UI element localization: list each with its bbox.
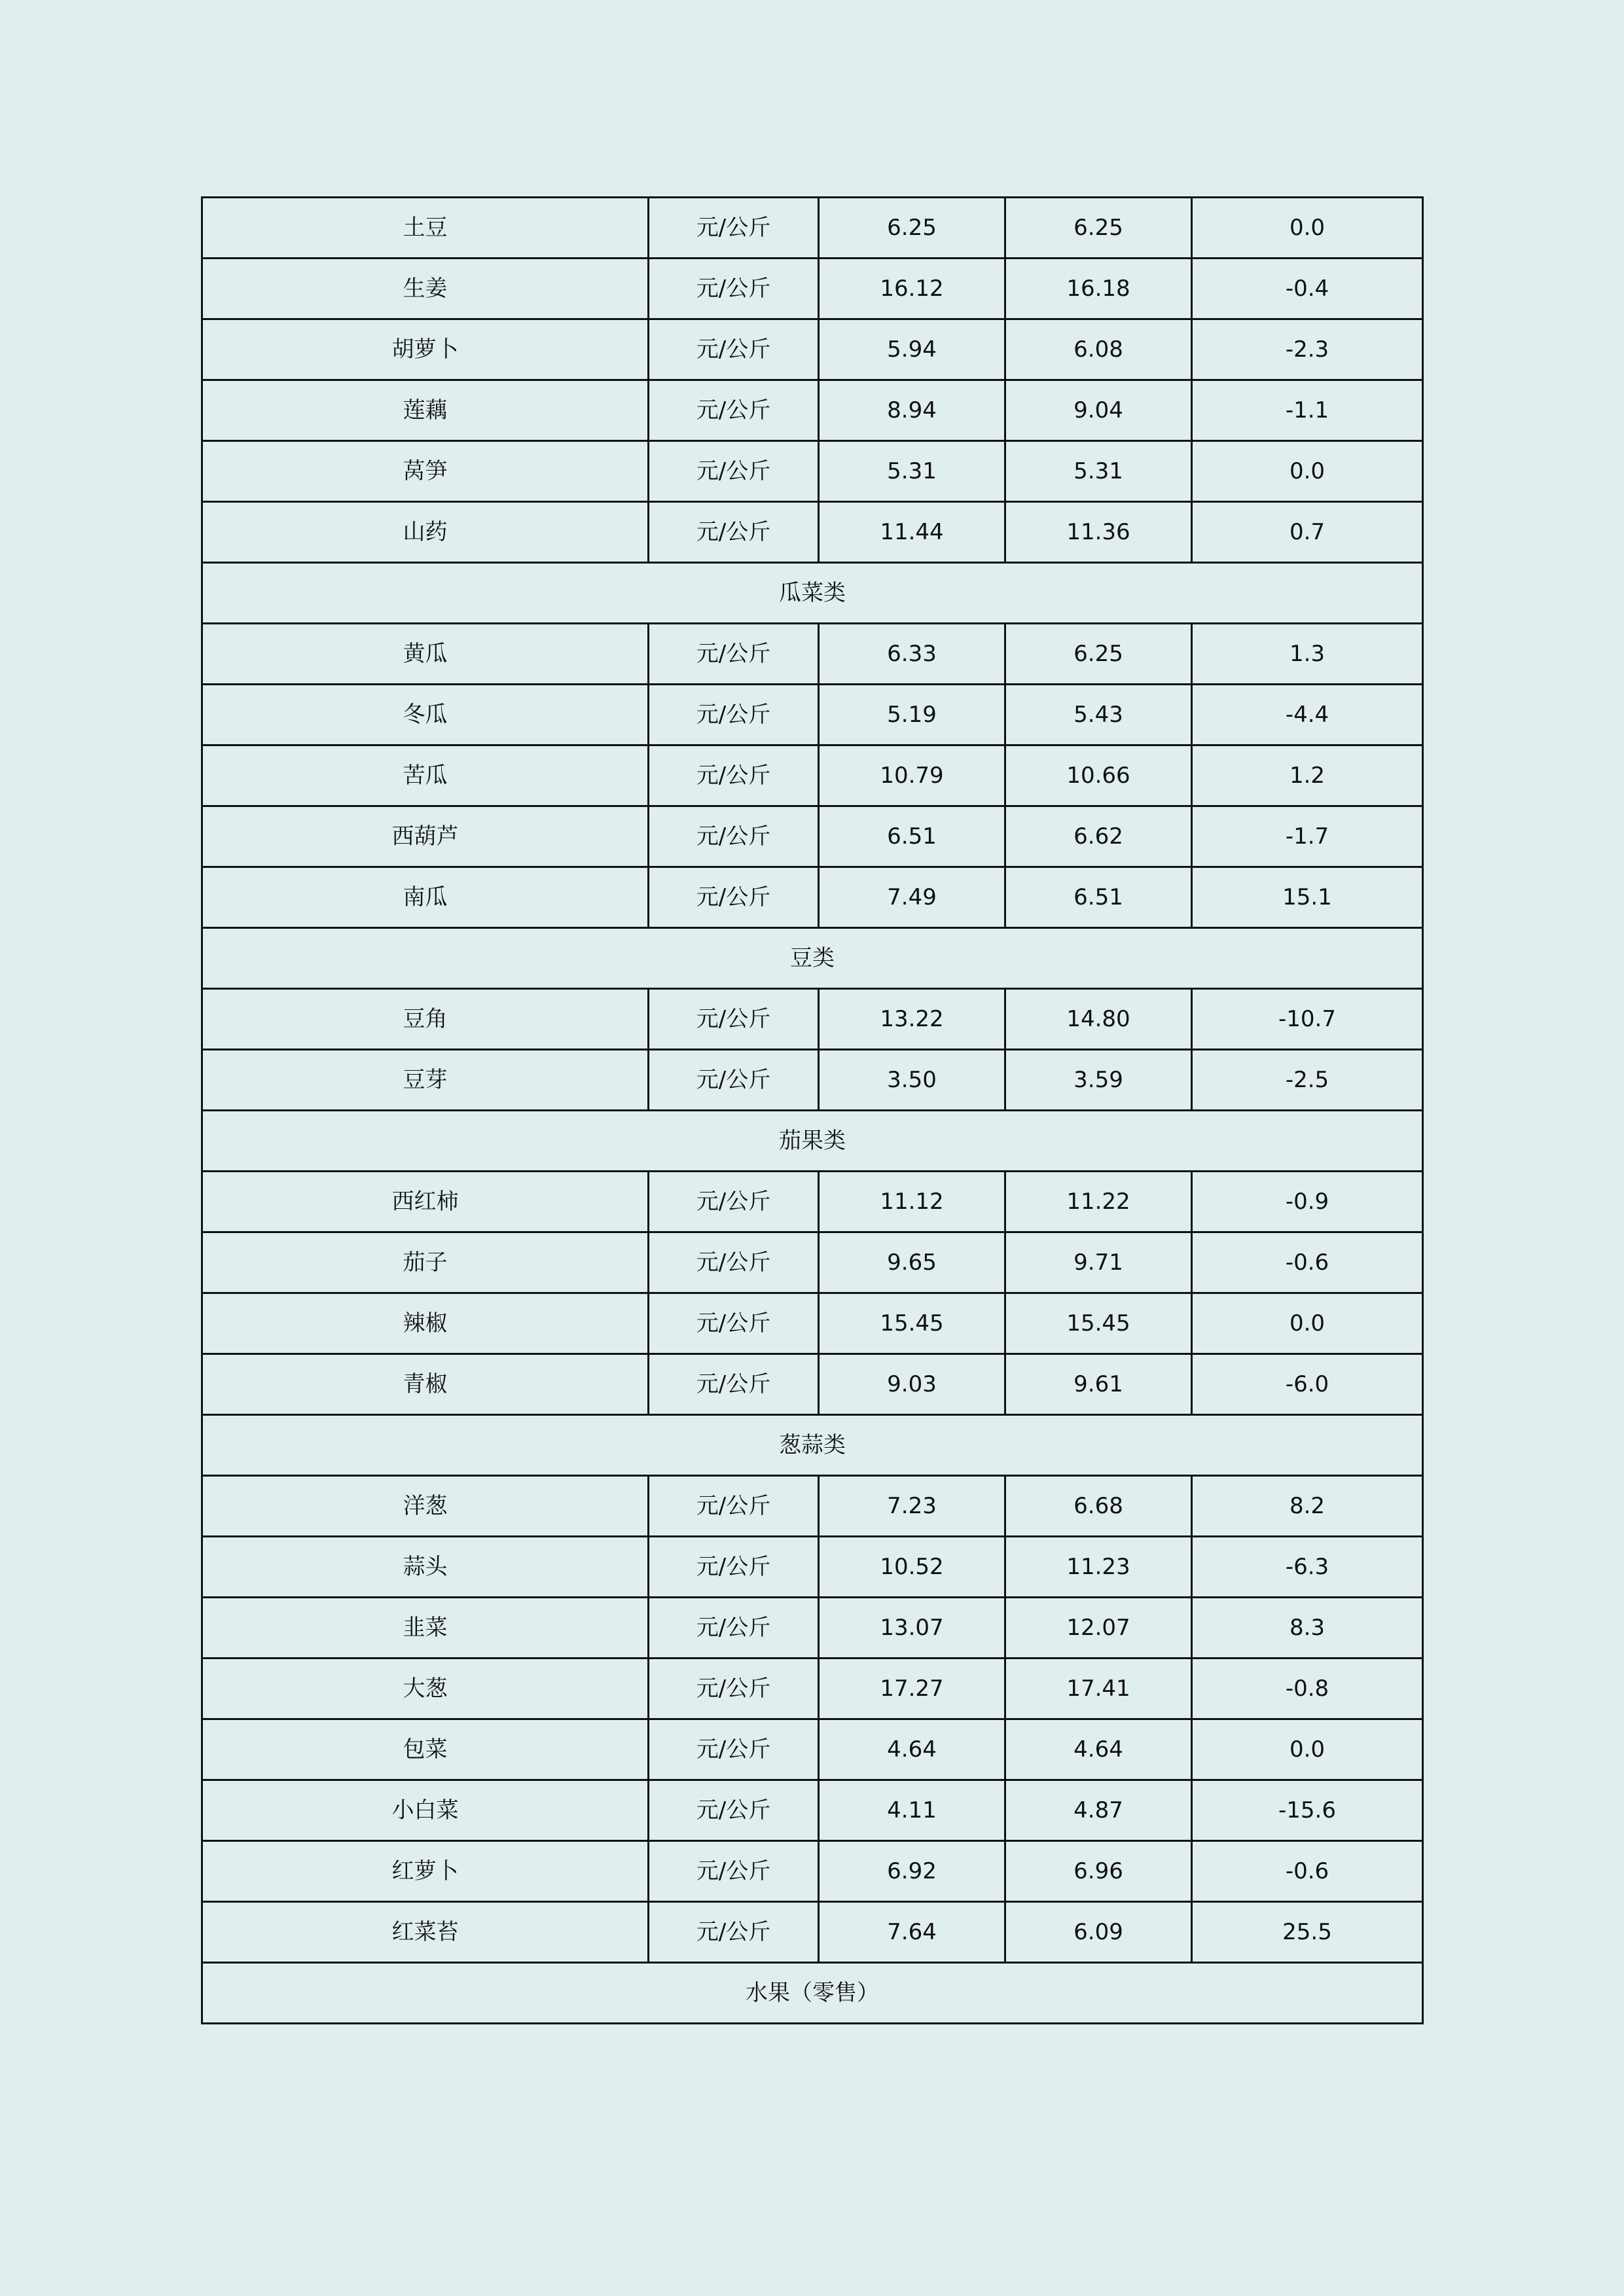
current-price-cell: 9.65 bbox=[819, 1232, 1005, 1293]
unit-cell: 元/公斤 bbox=[649, 441, 819, 502]
current-price-cell: 13.07 bbox=[819, 1598, 1005, 1659]
change-percent-cell: -2.3 bbox=[1192, 319, 1423, 380]
current-price-cell: 13.22 bbox=[819, 989, 1005, 1050]
current-price-cell: 6.92 bbox=[819, 1841, 1005, 1902]
unit-cell: 元/公斤 bbox=[649, 1293, 819, 1354]
previous-price-cell: 15.45 bbox=[1005, 1293, 1192, 1354]
previous-price-cell: 14.80 bbox=[1005, 989, 1192, 1050]
change-percent-cell: -15.6 bbox=[1192, 1780, 1423, 1841]
unit-cell: 元/公斤 bbox=[649, 1841, 819, 1902]
unit-cell: 元/公斤 bbox=[649, 1659, 819, 1719]
item-name-cell: 韭菜 bbox=[202, 1598, 649, 1659]
item-name-cell: 西葫芦 bbox=[202, 806, 649, 867]
table-row bbox=[202, 502, 1423, 563]
current-price-cell: 10.79 bbox=[819, 745, 1005, 806]
previous-price-cell: 4.87 bbox=[1005, 1780, 1192, 1841]
previous-price-cell: 4.64 bbox=[1005, 1719, 1192, 1780]
change-percent-cell: 1.2 bbox=[1192, 745, 1423, 806]
table-row bbox=[202, 441, 1423, 502]
previous-price-cell: 11.22 bbox=[1005, 1172, 1192, 1232]
table-row bbox=[202, 1354, 1423, 1415]
current-price-cell: 3.50 bbox=[819, 1050, 1005, 1111]
table-row bbox=[202, 1232, 1423, 1293]
table-row bbox=[202, 1719, 1423, 1780]
current-price-cell: 5.19 bbox=[819, 685, 1005, 745]
change-percent-cell: 25.5 bbox=[1192, 1902, 1423, 1963]
unit-cell: 元/公斤 bbox=[649, 1232, 819, 1293]
price-table-body bbox=[202, 198, 1423, 2024]
current-price-cell: 6.25 bbox=[819, 198, 1005, 259]
current-price-cell: 10.52 bbox=[819, 1537, 1005, 1598]
price-table bbox=[201, 196, 1424, 2024]
change-percent-cell: 8.2 bbox=[1192, 1476, 1423, 1537]
table-row bbox=[202, 624, 1423, 685]
current-price-cell: 5.31 bbox=[819, 441, 1005, 502]
change-percent-cell: -6.0 bbox=[1192, 1354, 1423, 1415]
current-price-cell: 11.44 bbox=[819, 502, 1005, 563]
category-row bbox=[202, 1963, 1423, 2024]
table-row bbox=[202, 1598, 1423, 1659]
item-name-cell: 胡萝卜 bbox=[202, 319, 649, 380]
change-percent-cell: 0.0 bbox=[1192, 441, 1423, 502]
item-name-cell: 生姜 bbox=[202, 259, 649, 319]
current-price-cell: 7.64 bbox=[819, 1902, 1005, 1963]
item-name-cell: 红菜苔 bbox=[202, 1902, 649, 1963]
item-name-cell: 土豆 bbox=[202, 198, 649, 259]
category-row bbox=[202, 928, 1423, 989]
previous-price-cell: 5.43 bbox=[1005, 685, 1192, 745]
current-price-cell: 4.11 bbox=[819, 1780, 1005, 1841]
unit-cell: 元/公斤 bbox=[649, 1780, 819, 1841]
change-percent-cell: -4.4 bbox=[1192, 685, 1423, 745]
category-row bbox=[202, 1415, 1423, 1476]
previous-price-cell: 6.25 bbox=[1005, 624, 1192, 685]
change-percent-cell: 1.3 bbox=[1192, 624, 1423, 685]
change-percent-cell: -0.4 bbox=[1192, 259, 1423, 319]
unit-cell: 元/公斤 bbox=[649, 806, 819, 867]
item-name-cell: 西红柿 bbox=[202, 1172, 649, 1232]
unit-cell: 元/公斤 bbox=[649, 1598, 819, 1659]
item-name-cell: 莲藕 bbox=[202, 380, 649, 441]
previous-price-cell: 6.62 bbox=[1005, 806, 1192, 867]
previous-price-cell: 16.18 bbox=[1005, 259, 1192, 319]
item-name-cell: 青椒 bbox=[202, 1354, 649, 1415]
unit-cell: 元/公斤 bbox=[649, 685, 819, 745]
table-row bbox=[202, 319, 1423, 380]
unit-cell: 元/公斤 bbox=[649, 1537, 819, 1598]
unit-cell: 元/公斤 bbox=[649, 745, 819, 806]
previous-price-cell: 6.25 bbox=[1005, 198, 1192, 259]
unit-cell: 元/公斤 bbox=[649, 1476, 819, 1537]
table-row bbox=[202, 685, 1423, 745]
previous-price-cell: 17.41 bbox=[1005, 1659, 1192, 1719]
table-row bbox=[202, 806, 1423, 867]
change-percent-cell: -1.1 bbox=[1192, 380, 1423, 441]
table-row bbox=[202, 1172, 1423, 1232]
item-name-cell: 包菜 bbox=[202, 1719, 649, 1780]
change-percent-cell: -1.7 bbox=[1192, 806, 1423, 867]
current-price-cell: 7.23 bbox=[819, 1476, 1005, 1537]
item-name-cell: 苦瓜 bbox=[202, 745, 649, 806]
category-row bbox=[202, 563, 1423, 624]
current-price-cell: 16.12 bbox=[819, 259, 1005, 319]
previous-price-cell: 9.04 bbox=[1005, 380, 1192, 441]
change-percent-cell: 0.0 bbox=[1192, 1293, 1423, 1354]
previous-price-cell: 3.59 bbox=[1005, 1050, 1192, 1111]
change-percent-cell: 0.0 bbox=[1192, 198, 1423, 259]
unit-cell: 元/公斤 bbox=[649, 502, 819, 563]
change-percent-cell: -0.8 bbox=[1192, 1659, 1423, 1719]
item-name-cell: 蒜头 bbox=[202, 1537, 649, 1598]
table-row bbox=[202, 380, 1423, 441]
item-name-cell: 洋葱 bbox=[202, 1476, 649, 1537]
change-percent-cell: 8.3 bbox=[1192, 1598, 1423, 1659]
table-row bbox=[202, 1050, 1423, 1111]
previous-price-cell: 5.31 bbox=[1005, 441, 1192, 502]
unit-cell: 元/公斤 bbox=[649, 1172, 819, 1232]
table-row bbox=[202, 1841, 1423, 1902]
previous-price-cell: 9.61 bbox=[1005, 1354, 1192, 1415]
change-percent-cell: -2.5 bbox=[1192, 1050, 1423, 1111]
previous-price-cell: 6.51 bbox=[1005, 867, 1192, 928]
unit-cell: 元/公斤 bbox=[649, 867, 819, 928]
category-row bbox=[202, 1111, 1423, 1172]
previous-price-cell: 11.36 bbox=[1005, 502, 1192, 563]
item-name-cell: 山药 bbox=[202, 502, 649, 563]
change-percent-cell: -6.3 bbox=[1192, 1537, 1423, 1598]
previous-price-cell: 11.23 bbox=[1005, 1537, 1192, 1598]
category-label: 瓜菜类 bbox=[202, 563, 1423, 624]
table-row bbox=[202, 1659, 1423, 1719]
item-name-cell: 大葱 bbox=[202, 1659, 649, 1719]
item-name-cell: 豆角 bbox=[202, 989, 649, 1050]
previous-price-cell: 9.71 bbox=[1005, 1232, 1192, 1293]
current-price-cell: 7.49 bbox=[819, 867, 1005, 928]
previous-price-cell: 6.68 bbox=[1005, 1476, 1192, 1537]
current-price-cell: 8.94 bbox=[819, 380, 1005, 441]
item-name-cell: 黄瓜 bbox=[202, 624, 649, 685]
table-row bbox=[202, 1293, 1423, 1354]
unit-cell: 元/公斤 bbox=[649, 380, 819, 441]
table-row bbox=[202, 1476, 1423, 1537]
current-price-cell: 6.33 bbox=[819, 624, 1005, 685]
current-price-cell: 6.51 bbox=[819, 806, 1005, 867]
previous-price-cell: 6.09 bbox=[1005, 1902, 1192, 1963]
unit-cell: 元/公斤 bbox=[649, 1354, 819, 1415]
unit-cell: 元/公斤 bbox=[649, 1902, 819, 1963]
unit-cell: 元/公斤 bbox=[649, 1050, 819, 1111]
current-price-cell: 4.64 bbox=[819, 1719, 1005, 1780]
table-row bbox=[202, 259, 1423, 319]
unit-cell: 元/公斤 bbox=[649, 259, 819, 319]
change-percent-cell: -0.6 bbox=[1192, 1841, 1423, 1902]
table-row bbox=[202, 1537, 1423, 1598]
item-name-cell: 茄子 bbox=[202, 1232, 649, 1293]
previous-price-cell: 12.07 bbox=[1005, 1598, 1192, 1659]
table-row bbox=[202, 745, 1423, 806]
change-percent-cell: 15.1 bbox=[1192, 867, 1423, 928]
current-price-cell: 15.45 bbox=[819, 1293, 1005, 1354]
change-percent-cell: 0.0 bbox=[1192, 1719, 1423, 1780]
previous-price-cell: 6.08 bbox=[1005, 319, 1192, 380]
change-percent-cell: -0.9 bbox=[1192, 1172, 1423, 1232]
previous-price-cell: 10.66 bbox=[1005, 745, 1192, 806]
category-label: 葱蒜类 bbox=[202, 1415, 1423, 1476]
table-row bbox=[202, 989, 1423, 1050]
item-name-cell: 辣椒 bbox=[202, 1293, 649, 1354]
item-name-cell: 红萝卜 bbox=[202, 1841, 649, 1902]
category-label: 豆类 bbox=[202, 928, 1423, 989]
table-row bbox=[202, 867, 1423, 928]
category-label: 茄果类 bbox=[202, 1111, 1423, 1172]
current-price-cell: 17.27 bbox=[819, 1659, 1005, 1719]
unit-cell: 元/公斤 bbox=[649, 989, 819, 1050]
unit-cell: 元/公斤 bbox=[649, 198, 819, 259]
change-percent-cell: 0.7 bbox=[1192, 502, 1423, 563]
change-percent-cell: -10.7 bbox=[1192, 989, 1423, 1050]
unit-cell: 元/公斤 bbox=[649, 319, 819, 380]
item-name-cell: 小白菜 bbox=[202, 1780, 649, 1841]
item-name-cell: 莴笋 bbox=[202, 441, 649, 502]
current-price-cell: 11.12 bbox=[819, 1172, 1005, 1232]
unit-cell: 元/公斤 bbox=[649, 624, 819, 685]
item-name-cell: 豆芽 bbox=[202, 1050, 649, 1111]
previous-price-cell: 6.96 bbox=[1005, 1841, 1192, 1902]
change-percent-cell: -0.6 bbox=[1192, 1232, 1423, 1293]
category-label: 水果（零售） bbox=[202, 1963, 1423, 2024]
current-price-cell: 9.03 bbox=[819, 1354, 1005, 1415]
current-price-cell: 5.94 bbox=[819, 319, 1005, 380]
table-row bbox=[202, 1780, 1423, 1841]
item-name-cell: 南瓜 bbox=[202, 867, 649, 928]
table-row bbox=[202, 198, 1423, 259]
item-name-cell: 冬瓜 bbox=[202, 685, 649, 745]
table-row bbox=[202, 1902, 1423, 1963]
unit-cell: 元/公斤 bbox=[649, 1719, 819, 1780]
